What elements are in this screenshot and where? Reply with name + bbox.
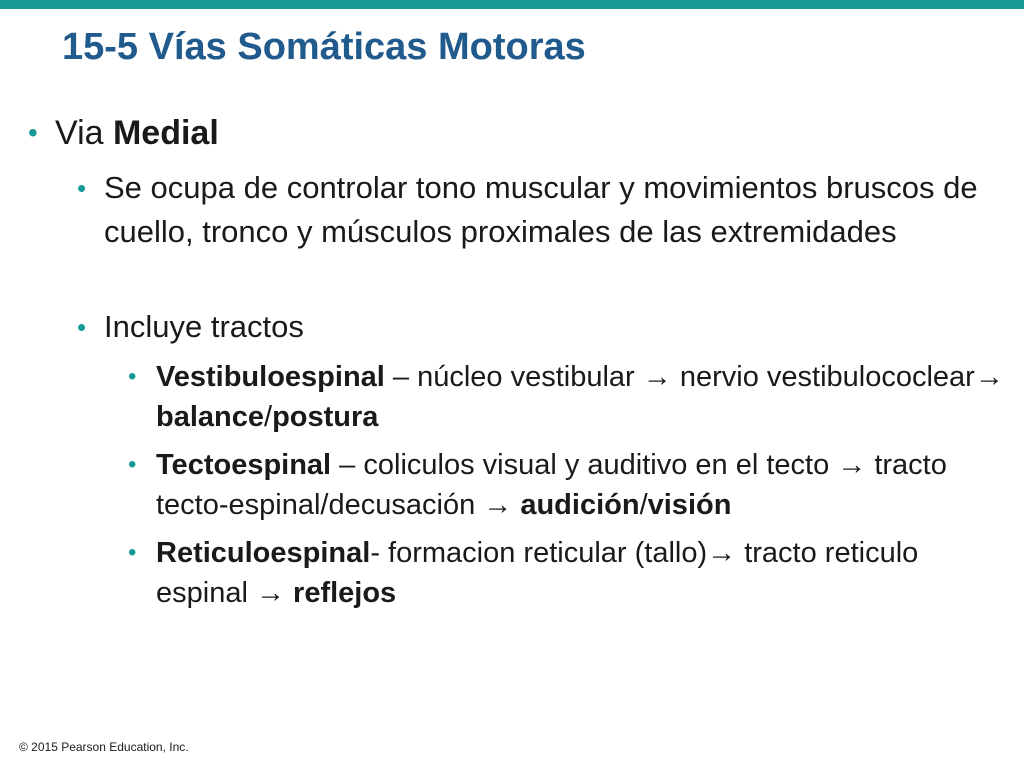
bullet-level2-tractos: • Incluye tractos [104, 305, 984, 349]
slide-title: 15-5 Vías Somáticas Motoras [62, 26, 586, 68]
top-accent-bar [0, 0, 1024, 9]
bullet-level3-tectoespinal: • Tectoespinal – coliculos visual y auditivo en el tecto → tracto tecto-espinal/decusación → audición/visión [156, 445, 1006, 525]
bullet-level3-vestibuloespinal: • Vestibuloespinal – núcleo vestibular → nervio vestibulococlear→ balance/postura [156, 357, 1006, 437]
bullet-level3-reticuloespinal: • Reticuloespinal- formacion reticular (tallo)→ tracto reticulo espinal → reflejos [156, 533, 1006, 613]
copyright-footer: © 2015 Pearson Education, Inc. [19, 740, 189, 754]
arrow-right-icon: → [483, 489, 513, 521]
arrow-right-icon: → [255, 577, 285, 609]
arrow-right-icon: → [974, 361, 1004, 393]
bullet-dot-icon: • [128, 539, 137, 566]
bullet-dot-icon: • [128, 451, 137, 478]
arrow-right-icon: → [642, 361, 672, 393]
bullet-dot-icon: • [128, 363, 137, 390]
bullet-dot-icon: • [77, 173, 87, 203]
bullet-level2-description: • Se ocupa de controlar tono muscular y movimientos bruscos de cuello, tronco y músculos proximales de las extremidades [104, 166, 984, 254]
bullet-dot-icon: • [28, 117, 38, 148]
arrow-right-icon: → [837, 449, 867, 481]
bullet-dot-icon: • [77, 312, 87, 342]
arrow-right-icon: → [707, 537, 737, 569]
bullet-level1-medial: • Via Medial [28, 114, 219, 152]
